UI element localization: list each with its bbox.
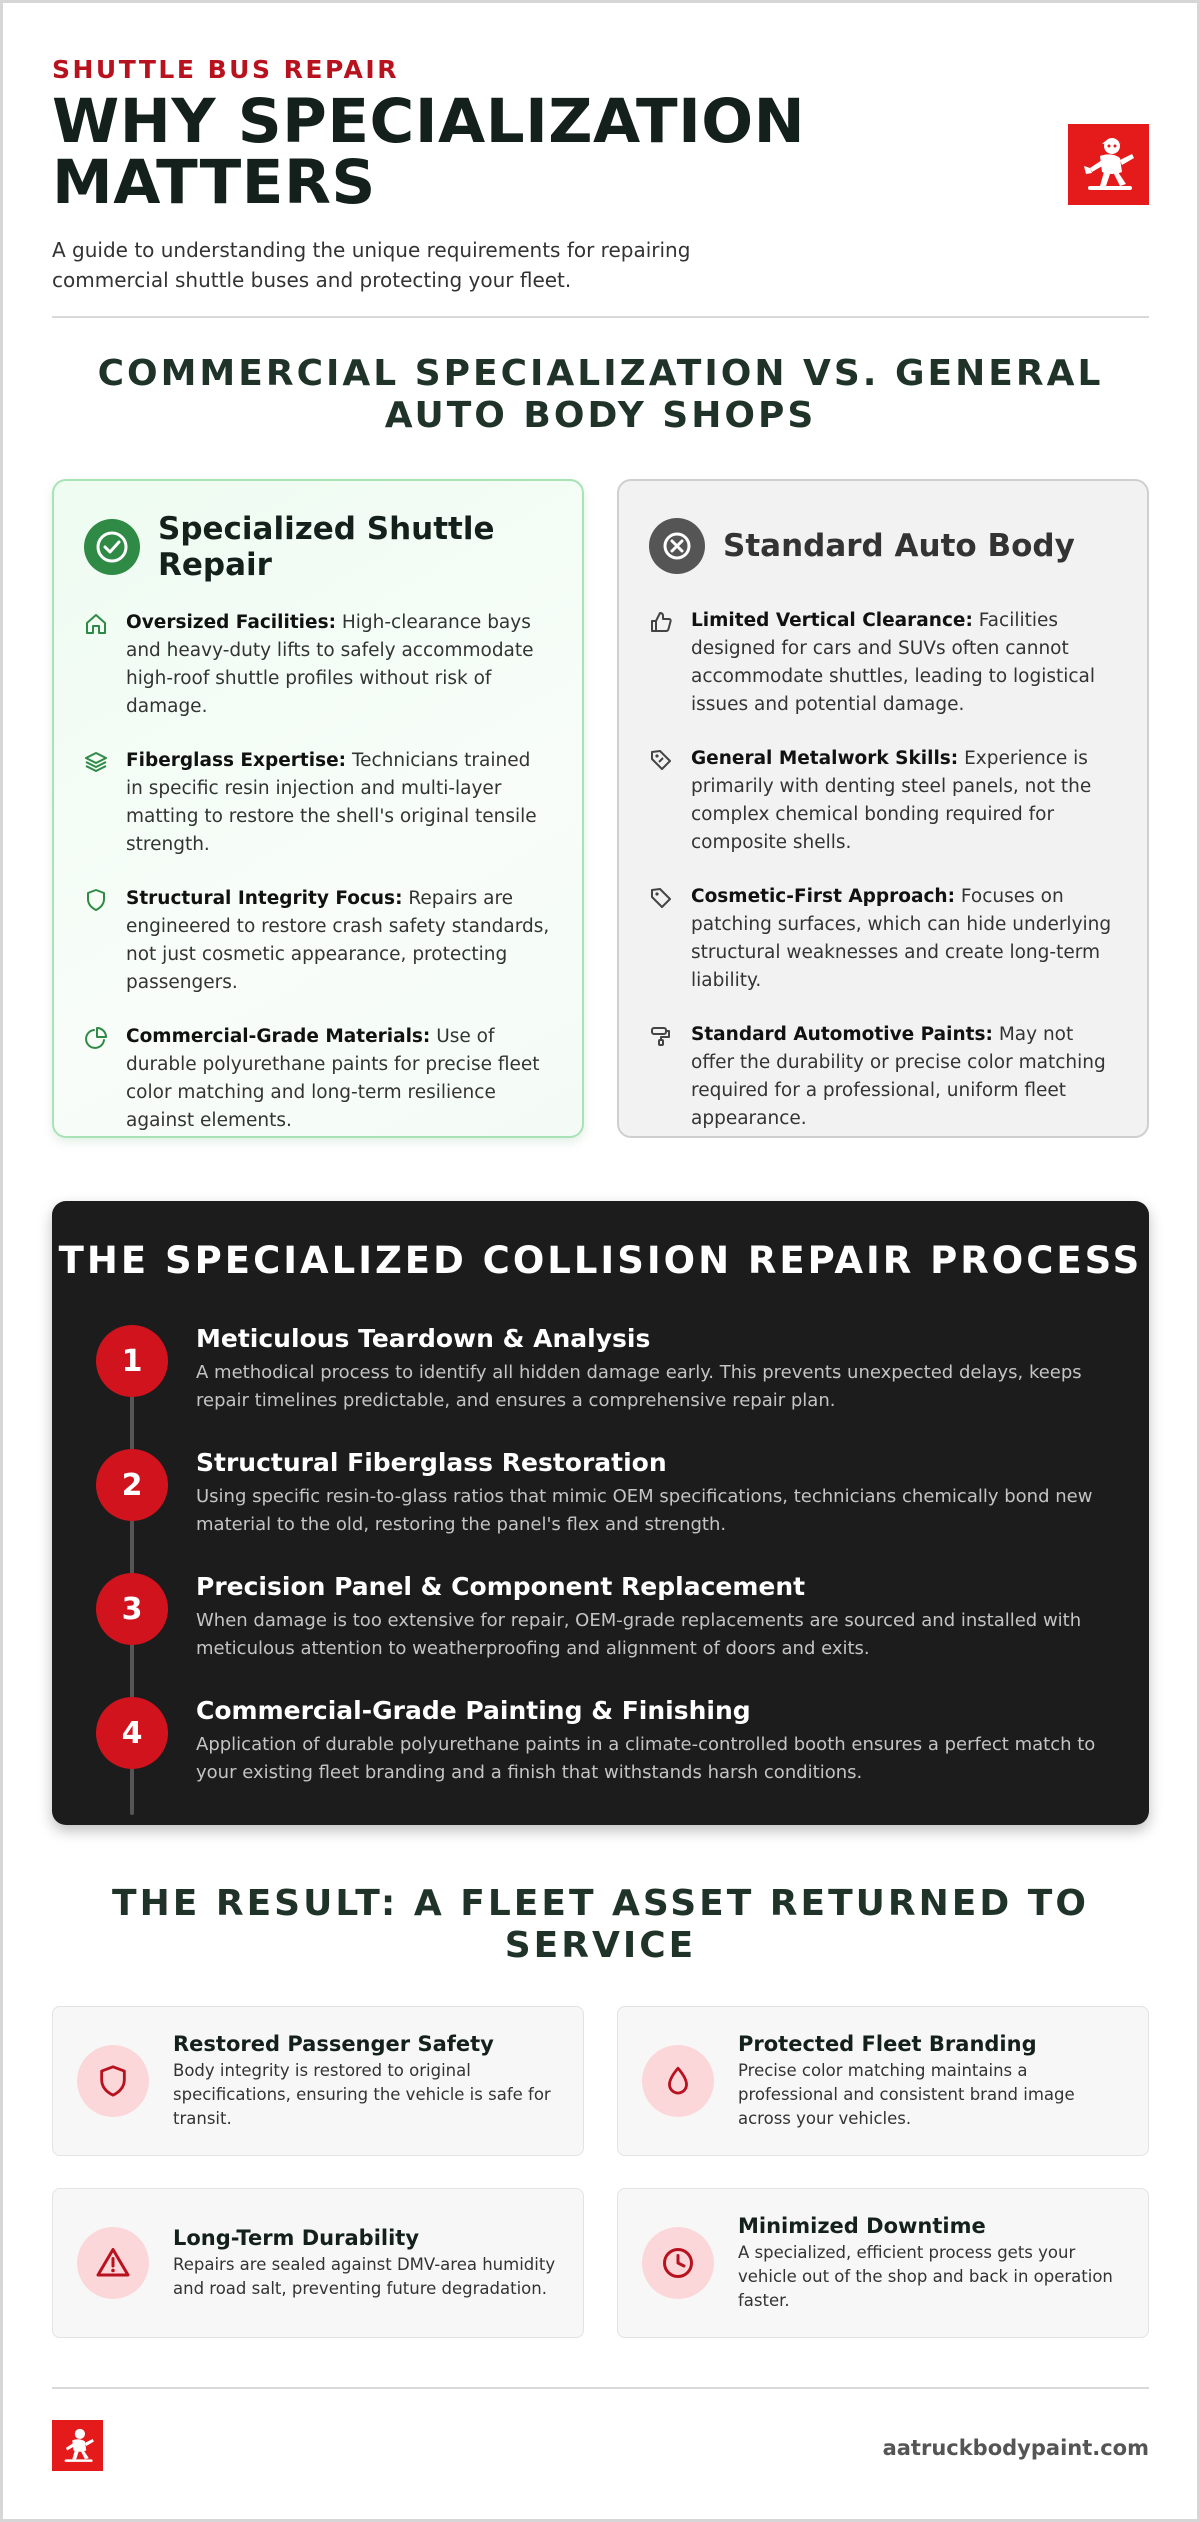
footer-divider (52, 2387, 1149, 2389)
item-text: Focuses on patching surfaces, which can hide underlying structural weaknesses and create long-term liability. (691, 886, 1112, 991)
repair-process-panel (52, 1201, 1149, 1825)
result-card (52, 2006, 584, 2156)
result-title: Long-Term Durability (173, 2226, 420, 2250)
step-number: 3 (96, 1573, 168, 1645)
x-circle-icon (649, 518, 705, 574)
result-title: Restored Passenger Safety (173, 2032, 494, 2056)
item-text: Repairs are engineered to restore crash safety standards, not just cosmetic appearance, protecting passengers. (126, 888, 550, 993)
page-title: WHY SPECIALIZATION MATTERS (52, 86, 806, 218)
eyebrow-label: SHUTTLE BUS REPAIR (52, 55, 399, 84)
header (52, 55, 1152, 295)
tag-icon (649, 748, 677, 776)
item-label: Limited Vertical Clearance: (691, 610, 973, 631)
list-item (649, 883, 1117, 995)
item-label: Oversized Facilities: (126, 612, 336, 633)
item-label: Standard Automotive Paints: (691, 1024, 993, 1045)
step-title: Commercial-Grade Painting & Finishing (196, 1696, 751, 1725)
step-description: When damage is too extensive for repair, OEM-grade replacements are sourced and installed with meticulous attention to weatherproofing and alignment of doors and exits. (196, 1610, 1082, 1659)
list-item (84, 609, 552, 721)
process-section-title: THE SPECIALIZED COLLISION REPAIR PROCESS (58, 1239, 1143, 1282)
item-label: Fiberglass Expertise: (126, 750, 347, 771)
result-description: Repairs are sealed against DMV-area humidity and road salt, preventing future degradation. (173, 2255, 556, 2298)
item-label: Structural Integrity Focus: (126, 888, 403, 909)
standard-auto-body-card (617, 479, 1149, 1138)
droplet-icon (642, 2045, 714, 2117)
step-number: 1 (96, 1325, 168, 1397)
check-circle-icon (84, 519, 140, 575)
item-text: Experience is primarily with denting steel panels, not the complex chemical bonding required for composite shells. (691, 748, 1092, 853)
item-label: Commercial-Grade Materials: (126, 1026, 431, 1047)
results-section-title: THE RESULT: A FLEET ASSET RETURNED TO SERVICE (112, 1883, 1089, 1966)
specialized-repair-card (52, 479, 584, 1138)
item-label: Cosmetic-First Approach: (691, 886, 956, 907)
shield-icon (84, 888, 112, 916)
list-item (84, 885, 552, 997)
step-description: Using specific resin-to-glass ratios that mimic OEM specifications, technicians chemically bond new material to the old, restoring the panel's flex and strength. (196, 1486, 1093, 1535)
shield-icon (77, 2045, 149, 2117)
mascot-logo-icon (57, 2425, 99, 2467)
comparison-section-title: COMMERCIAL SPECIALIZATION VS. GENERAL AUTO BODY SHOPS (97, 353, 1104, 436)
step-number: 2 (96, 1449, 168, 1521)
page-subtitle: A guide to understanding the unique requirements for repairing commercial shuttle buses and protecting your fleet. (52, 238, 691, 292)
infographic-page (3, 3, 1197, 2519)
pie-chart-icon (84, 1026, 112, 1054)
paint-roller-icon (649, 1024, 677, 1052)
list-item (649, 607, 1117, 719)
item-text: May not offer the durability or precise color matching required for a professional, uniform fleet appearance. (691, 1024, 1106, 1129)
item-text: Facilities designed for cars and SUVs often cannot accommodate shuttles, leading to logistical issues and potential damage. (691, 610, 1096, 715)
home-icon (84, 612, 112, 640)
list-item (649, 1021, 1117, 1133)
step-title: Structural Fiberglass Restoration (196, 1448, 667, 1477)
brand-logo (1068, 124, 1149, 205)
step-title: Precision Panel & Component Replacement (196, 1572, 806, 1601)
result-card (617, 2006, 1149, 2156)
step-number: 4 (96, 1697, 168, 1769)
mascot-logo-icon (1076, 132, 1142, 198)
result-title: Minimized Downtime (738, 2214, 986, 2238)
header-divider (52, 316, 1149, 318)
tag-outline-icon (649, 886, 677, 914)
result-title: Protected Fleet Branding (738, 2032, 1037, 2056)
list-item (84, 747, 552, 859)
item-text: Technicians trained in specific resin injection and multi-layer matting to restore the shell's original tensile strength. (126, 750, 537, 855)
item-text: High-clearance bays and heavy-duty lifts to safely accommodate high-roof shuttle profiles without risk of damage. (126, 612, 534, 717)
list-item (649, 745, 1117, 857)
step-description: Application of durable polyurethane paints in a climate-controlled booth ensures a perfect match to your existing fleet branding and a finish that withstands harsh conditions. (196, 1734, 1096, 1783)
footer-logo (52, 2420, 103, 2471)
warning-icon (77, 2227, 149, 2299)
footer-website-link[interactable]: aatruckbodypaint.com (882, 2436, 1149, 2460)
result-description: Body integrity is restored to original specifications, ensuring the vehicle is safe for transit. (173, 2061, 551, 2128)
layers-icon (84, 750, 112, 778)
result-description: A specialized, efficient process gets your vehicle out of the shop and back in operation faster. (738, 2243, 1113, 2310)
result-description: Precise color matching maintains a professional and consistent brand image across your vehicles. (738, 2061, 1075, 2128)
step-description: A methodical process to identify all hidden damage early. This prevents unexpected delays, keeps repair timelines predictable, and ensures a comprehensive repair plan. (196, 1362, 1082, 1411)
result-card (617, 2188, 1149, 2338)
step-title: Meticulous Teardown & Analysis (196, 1324, 651, 1353)
item-label: General Metalwork Skills: (691, 748, 959, 769)
list-item (84, 1023, 552, 1135)
thumbs-up-icon (649, 610, 677, 638)
clock-icon (642, 2227, 714, 2299)
standard-card-title: Standard Auto Body (723, 528, 1075, 564)
item-text: Use of durable polyurethane paints for precise fleet color matching and long-term resilience against elements. (126, 1026, 540, 1131)
specialized-card-title: Specialized Shuttle Repair (158, 511, 495, 583)
result-card (52, 2188, 584, 2338)
